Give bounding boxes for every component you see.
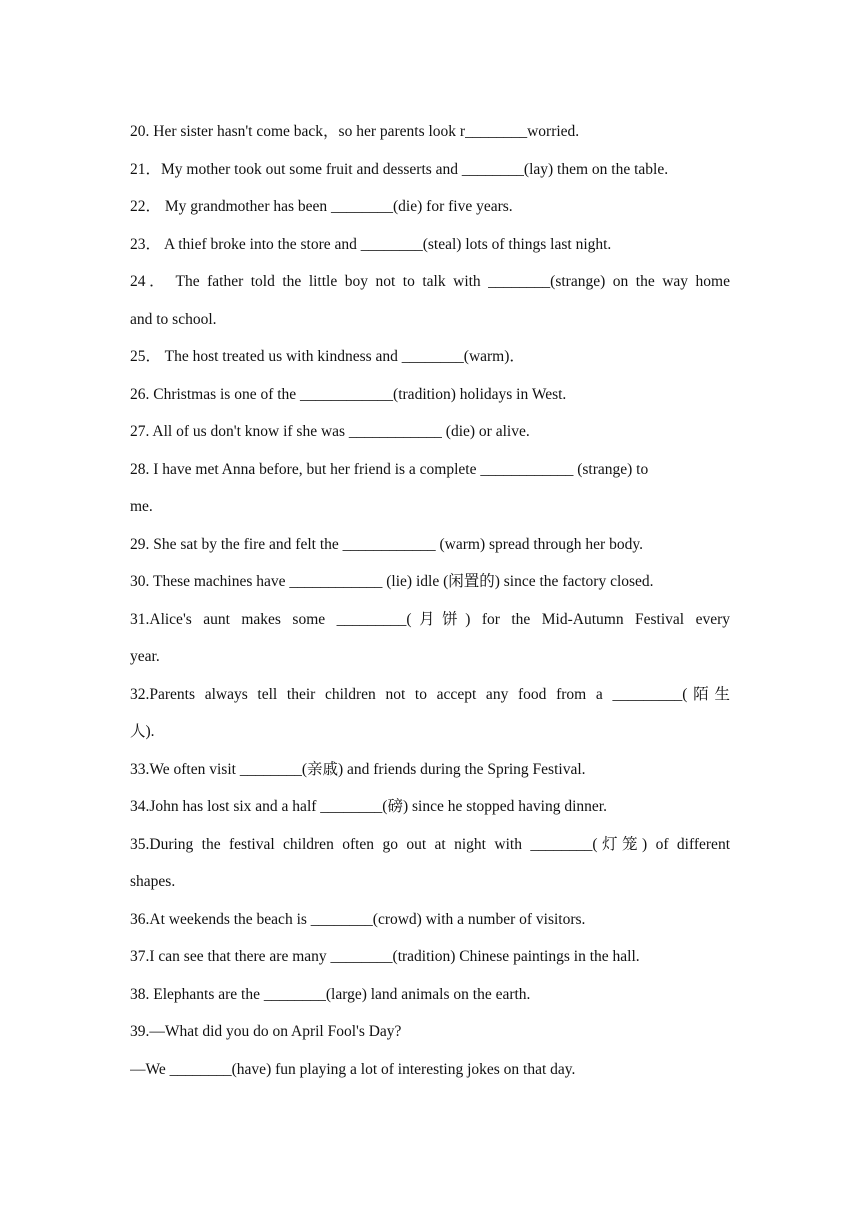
question-24-continuation: and to school. (130, 310, 217, 328)
question-36: 36.At weekends the beach is ________(crowd) with a number of visitors. (130, 910, 586, 928)
question-21: 21．My mother took out some fruit and desserts and ________(lay) them on the table. (130, 160, 669, 178)
question-35: 35.During the festival children often go out at night with ________(灯笼) of different (130, 835, 730, 853)
question-31-continuation: year. (130, 648, 160, 665)
question-31: 31.Alice's aunt makes some _________(月饼) for the Mid-Autumn Festival every (130, 610, 730, 628)
question-33: 33.We often visit ________(亲戚) and friends during the Spring Festival. (130, 760, 586, 778)
question-32-continuation: 人). (130, 723, 155, 740)
question-28-continuation: me. (130, 498, 153, 515)
question-39-prompt: 39.—What did you do on April Fool's Day? (130, 1023, 402, 1040)
question-37: 37.I can see that there are many ________(tradition) Chinese paintings in the hall. (130, 948, 640, 965)
question-22: 22． My grandmother has been ________(die) for five years. (130, 198, 513, 215)
question-35-continuation: shapes. (130, 873, 176, 890)
question-20: 20. Her sister hasn't come back，so her parents look r________worried. (130, 123, 580, 140)
question-30: 30. These machines have ____________ (lie) idle (闲置的) since the factory closed. (130, 573, 654, 590)
question-39-answer: —We ________(have) fun playing a lot of interesting jokes on that day. (130, 1060, 576, 1078)
question-24: 24． The father told the little boy not to talk with ________(strange) on the way home (130, 273, 730, 290)
question-29: 29. She sat by the fire and felt the ____________ (warm) spread through her body. (130, 535, 643, 553)
question-38: 38. Elephants are the ________(large) land animals on the earth. (130, 985, 531, 1003)
question-26: 26. Christmas is one of the ____________(tradition) holidays in West. (130, 385, 567, 403)
question-23: 23． A thief broke into the store and ________(steal) lots of things last night. (130, 235, 612, 253)
document-page (130, 113, 730, 1088)
question-28: 28. I have met Anna before, but her friend is a complete ____________ (strange) to (130, 460, 649, 478)
question-27: 27. All of us don't know if she was ____________ (die) or alive. (130, 423, 530, 440)
question-32: 32.Parents always tell their children not to accept any food from a _________(陌生 (130, 685, 730, 703)
question-25: 25． The host treated us with kindness and ________(warm)． (130, 348, 525, 365)
question-34: 34.John has lost six and a half ________(磅) since he stopped having dinner. (130, 798, 607, 815)
